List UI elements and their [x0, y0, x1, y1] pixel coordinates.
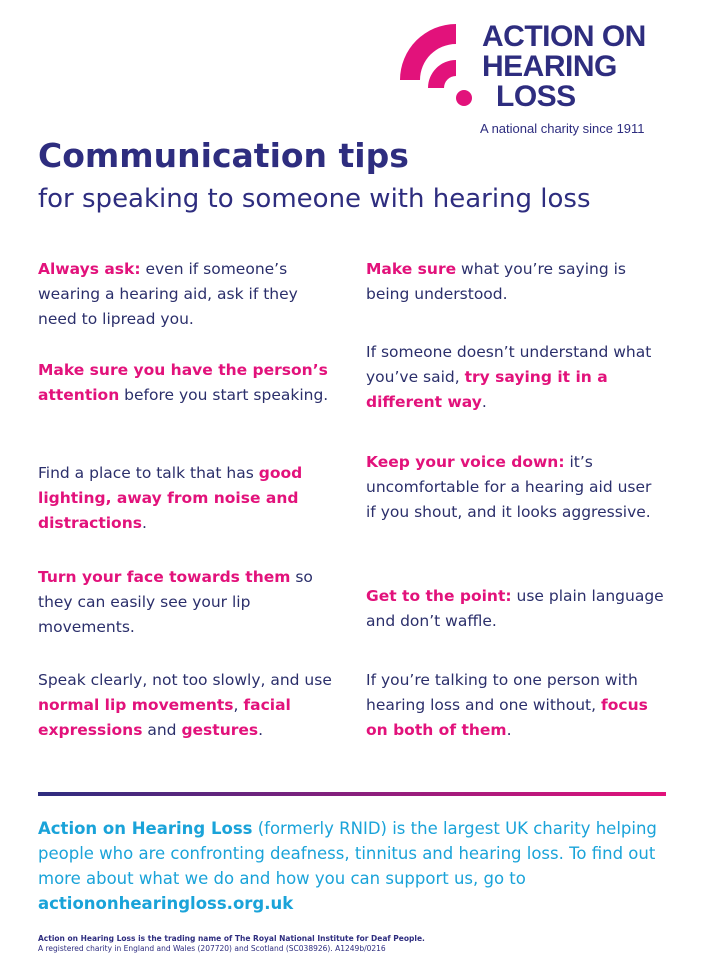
footer-trading-name: Action on Hearing Loss is the trading name of The Royal National Institute for Deaf People.: [38, 934, 425, 943]
tip-right-3: [366, 450, 666, 525]
logo-line-3: LOSS: [496, 80, 576, 113]
tip-right-4: [366, 584, 666, 634]
tip-text: use plain language and don’t waffle.: [366, 587, 664, 630]
page-title: Communication tips: [38, 136, 409, 175]
logo-line-2: HEARING: [482, 50, 617, 83]
tip-text: .: [258, 721, 264, 739]
tip-text: Speak clearly, not too slowly, and use: [38, 671, 332, 689]
tip-highlight: facial expressions: [38, 696, 291, 739]
tip-right-1: [366, 257, 666, 307]
tip-highlight: try saying it in a different way: [366, 368, 608, 411]
legal-footer: [38, 934, 425, 954]
tip-highlight: normal lip movements: [38, 696, 234, 714]
tip-text: what you’re saying is being understood.: [366, 260, 626, 303]
section-divider: [38, 792, 666, 796]
tip-left-5: [38, 668, 338, 743]
footer-registration: A registered charity in England and Wales (207720) and Scotland (SC038926). A1249b/0216: [38, 944, 386, 953]
tip-text: .: [481, 393, 487, 411]
about-paragraph: [38, 816, 668, 916]
tip-text: ,: [233, 696, 244, 714]
about-text: (formerly RNID) is the largest UK charity helping people who are confronting deafness, tinnitus and hearing loss. To find out more about what we do and how you can support us, go to: [38, 819, 657, 888]
tip-highlight: Make sure: [366, 260, 457, 278]
tip-highlight: gestures: [181, 721, 259, 739]
tip-text: If you’re talking to one person with hearing loss and one without,: [366, 671, 638, 714]
tip-highlight: Keep your voice down:: [366, 453, 565, 471]
tip-highlight: good lighting, away from noise and distractions: [38, 464, 303, 532]
page-subtitle: for speaking to someone with hearing loss: [38, 184, 591, 214]
tip-text: .: [141, 514, 147, 532]
tip-text: If someone doesn’t understand what you’ve said,: [366, 343, 652, 386]
logo-wordmark: [482, 22, 646, 112]
logo-line-1: ACTION ON: [482, 20, 646, 53]
tip-right-5: [366, 668, 666, 743]
tip-highlight: Turn your face towards them: [38, 568, 291, 586]
logo-tagline: A national charity since 1911: [480, 121, 645, 136]
tip-right-2: [366, 340, 666, 415]
tip-text: before you start speaking.: [119, 386, 329, 404]
tip-highlight: focus on both of them: [366, 696, 648, 739]
tip-left-1: [38, 257, 338, 332]
tip-left-2: [38, 358, 338, 408]
hearing-waves-icon: [398, 22, 488, 112]
tip-text: .: [506, 721, 512, 739]
tip-text: it’s uncomfortable for a hearing aid user if you shout, and it looks aggressive.: [366, 453, 652, 521]
tip-text: Find a place to talk that has: [38, 464, 259, 482]
tip-highlight: Make sure you have the person’s attention: [38, 361, 328, 404]
tip-text: and: [142, 721, 182, 739]
website-link[interactable]: actiononhearingloss.org.uk: [38, 894, 294, 913]
tip-text: even if someone’s wearing a hearing aid, ask if they need to lipread you.: [38, 260, 298, 328]
tip-left-3: [38, 461, 338, 536]
about-org-name: Action on Hearing Loss: [38, 819, 253, 838]
tip-text: so they can easily see your lip movements.: [38, 568, 313, 636]
tip-left-4: [38, 565, 338, 640]
tip-highlight: Always ask:: [38, 260, 141, 278]
tip-highlight: Get to the point:: [366, 587, 512, 605]
